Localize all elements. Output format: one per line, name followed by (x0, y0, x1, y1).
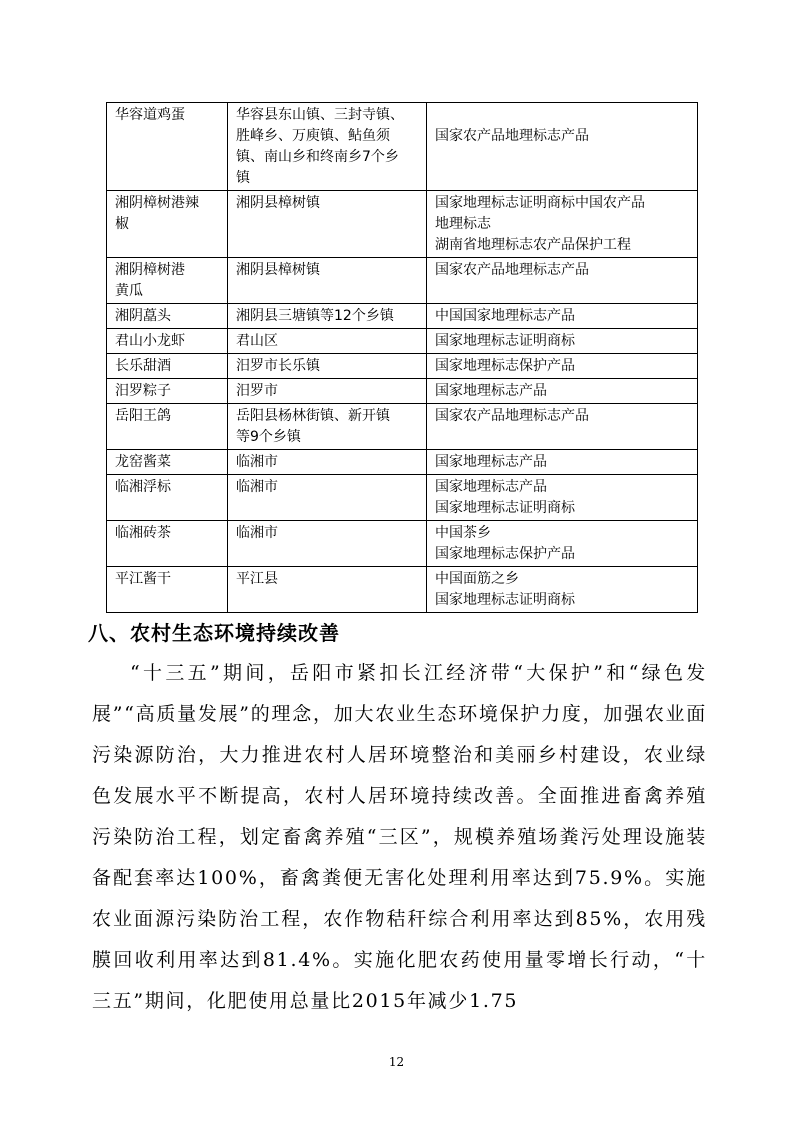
origin-cell: 临湘市 (228, 450, 427, 475)
product-cell: 龙窑酱菜 (107, 450, 228, 475)
page-number: 12 (388, 1055, 405, 1069)
geographical-indication-table (106, 102, 698, 613)
table-row (107, 404, 698, 450)
product-cell: 平江酱干 (107, 567, 228, 613)
product-cell: 湘阴藠头 (107, 304, 228, 329)
certification-cell: 国家地理标志产品 (427, 450, 698, 475)
table-row (107, 521, 698, 567)
certification-cell: 国家农产品地理标志产品 (427, 258, 698, 304)
product-cell: 临湘浮标 (107, 475, 228, 521)
origin-cell: 汨罗市长乐镇 (228, 354, 427, 379)
origin-cell: 君山区 (228, 329, 427, 354)
product-cell: 临湘砖茶 (107, 521, 228, 567)
table-row (107, 103, 698, 191)
product-cell: 湘阴樟树港 黄瓜 (107, 258, 228, 304)
table-row (107, 475, 698, 521)
table-row (107, 354, 698, 379)
certification-cell: 中国茶乡 国家地理标志保护产品 (427, 521, 698, 567)
product-cell: 华容道鸡蛋 (107, 103, 228, 191)
origin-cell: 湘阴县樟树镇 (228, 191, 427, 258)
product-cell: 汨罗粽子 (107, 379, 228, 404)
section-heading: 八、农村生态环境持续改善 (88, 621, 340, 645)
origin-cell: 平江县 (228, 567, 427, 613)
product-cell: 长乐甜酒 (107, 354, 228, 379)
origin-cell: 湘阴县樟树镇 (228, 258, 427, 304)
table-row (107, 304, 698, 329)
certification-cell: 国家地理标志保护产品 (427, 354, 698, 379)
certification-cell: 中国国家地理标志产品 (427, 304, 698, 329)
certification-cell: 国家地理标志证明商标中国农产品 地理标志 湖南省地理标志农产品保护工程 (427, 191, 698, 258)
product-cell: 湘阴樟树港辣 椒 (107, 191, 228, 258)
certification-cell: 国家农产品地理标志产品 (427, 404, 698, 450)
origin-cell: 汨罗市 (228, 379, 427, 404)
product-cell: 岳阳王鸽 (107, 404, 228, 450)
origin-cell: 临湘市 (228, 475, 427, 521)
table-row (107, 191, 698, 258)
origin-cell: 岳阳县杨林街镇、新开镇 等9个乡镇 (228, 404, 427, 450)
certification-cell: 中国面筋之乡 国家地理标志证明商标 (427, 567, 698, 613)
table-row (107, 379, 698, 404)
table-row (107, 329, 698, 354)
certification-cell: 国家地理标志产品 国家地理标志证明商标 (427, 475, 698, 521)
origin-cell: 湘阴县三塘镇等12个乡镇 (228, 304, 427, 329)
table-body (107, 103, 698, 613)
certification-cell: 国家地理标志产品 (427, 379, 698, 404)
certification-cell: 国家农产品地理标志产品 (427, 103, 698, 191)
table-row (107, 567, 698, 613)
section-paragraph: “十三五”期间，岳阳市紧扣长江经济带“大保护”和“绿色发展”“高质量发展”的理念，加大农业生态环境保护力度，加强农业面污染源防治，大力推进农村人居环境整治和美丽乡村建设，农业绿色发展水平不断提高，农村人居环境持续改善。全面推进畜禽养殖污染防治工程，划定畜禽养殖“三区”，规模养殖场粪污处理设施装备配套率达100%，畜禽粪便无害化处理利用率达到75.9%。实施农业面源污染防治工程，农作物秸秆综合利用率达到85%，农用残膜回收利用率达到81.4%。实施化肥农药使用量零增长行动，“十三五”期间，化肥使用总量比2015年减少1.75 (92, 662, 707, 1012)
origin-cell: 华容县东山镇、三封寺镇、 胜峰乡、万庾镇、鲇鱼须 镇、南山乡和终南乡7个乡 镇 (228, 103, 427, 191)
certification-cell: 国家地理标志证明商标 (427, 329, 698, 354)
origin-cell: 临湘市 (228, 521, 427, 567)
table-row (107, 258, 698, 304)
product-cell: 君山小龙虾 (107, 329, 228, 354)
table-row (107, 450, 698, 475)
